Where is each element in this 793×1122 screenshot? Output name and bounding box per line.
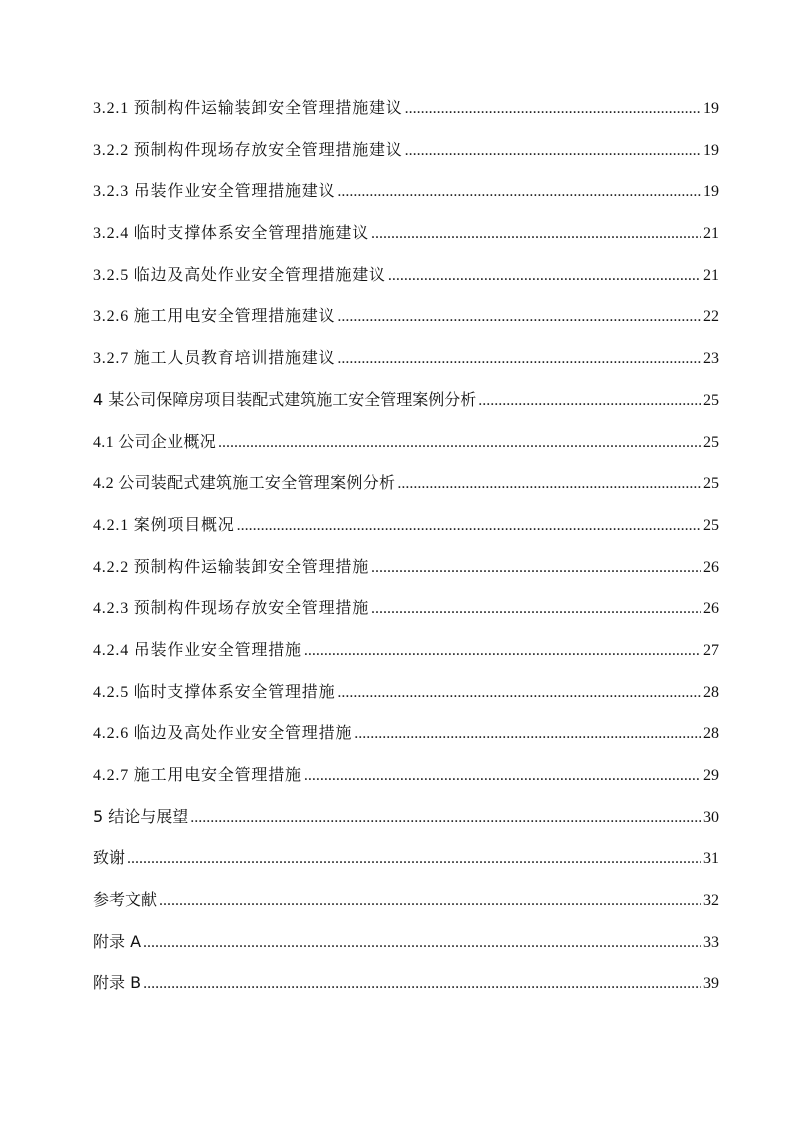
toc-entry-title: 附录 B bbox=[93, 973, 142, 993]
toc-leader-dots bbox=[237, 517, 701, 535]
toc-entry[interactable] bbox=[93, 887, 719, 929]
toc-leader-dots bbox=[304, 767, 701, 785]
toc-leader-dots bbox=[337, 183, 701, 201]
toc-leader-dots bbox=[143, 975, 701, 993]
toc-entry[interactable] bbox=[93, 679, 719, 721]
table-of-contents bbox=[93, 95, 719, 1012]
toc-page-number: 31 bbox=[703, 850, 719, 868]
toc-entry[interactable] bbox=[93, 637, 719, 679]
toc-leader-dots bbox=[337, 308, 701, 326]
toc-leader-dots bbox=[143, 934, 701, 952]
toc-entry[interactable] bbox=[93, 595, 719, 637]
toc-entry[interactable] bbox=[93, 512, 719, 554]
toc-entry-title: 4.1 公司企业概况 bbox=[93, 433, 217, 451]
toc-leader-dots bbox=[127, 850, 701, 868]
toc-entry-title: 3.2.2 预制构件现场存放安全管理措施建议 bbox=[93, 141, 403, 159]
toc-entry[interactable] bbox=[93, 178, 719, 220]
toc-page-number: 25 bbox=[703, 516, 719, 534]
toc-leader-dots bbox=[371, 559, 701, 577]
toc-entry[interactable] bbox=[93, 470, 719, 512]
toc-page-number: 19 bbox=[703, 100, 719, 117]
toc-page-number: 25 bbox=[703, 391, 719, 409]
toc-entry-title: 4.2.5 临时支撑体系安全管理措施 bbox=[93, 683, 336, 701]
toc-leader-dots bbox=[159, 892, 701, 910]
toc-entry[interactable] bbox=[93, 804, 719, 846]
toc-entry-title: 3.2.3 吊装作业安全管理措施建议 bbox=[93, 183, 336, 201]
toc-page-number: 21 bbox=[703, 266, 719, 284]
toc-entry-title: 附录 A bbox=[93, 931, 142, 951]
toc-entry[interactable] bbox=[93, 429, 719, 471]
toc-entry[interactable] bbox=[93, 220, 719, 262]
toc-entry[interactable] bbox=[93, 345, 719, 387]
toc-entry-title: 3.2.6 施工用电安全管理措施建议 bbox=[93, 308, 336, 326]
toc-entry-title: 致谢 bbox=[93, 848, 126, 868]
toc-entry[interactable] bbox=[93, 387, 719, 429]
toc-entry[interactable] bbox=[93, 970, 719, 1012]
toc-entry-title: 4.2.6 临边及高处作业安全管理措施 bbox=[93, 725, 353, 743]
toc-entry-title: 4.2.4 吊装作业安全管理措施 bbox=[93, 641, 302, 659]
toc-page-number: 25 bbox=[703, 433, 719, 451]
toc-leader-dots bbox=[304, 642, 701, 660]
toc-page-number: 19 bbox=[703, 183, 719, 201]
toc-page-number: 21 bbox=[703, 225, 719, 243]
toc-entry-title: 3.2.4 临时支撑体系安全管理措施建议 bbox=[93, 225, 370, 243]
toc-page-number: 19 bbox=[703, 141, 719, 159]
toc-entry[interactable] bbox=[93, 929, 719, 971]
toc-entry[interactable] bbox=[93, 262, 719, 304]
toc-leader-dots bbox=[388, 267, 701, 285]
toc-page-number: 30 bbox=[703, 808, 719, 826]
toc-entry-title: 3.2.7 施工人员教育培训措施建议 bbox=[93, 350, 336, 368]
toc-entry-title: 参考文献 bbox=[93, 890, 158, 910]
toc-entry[interactable] bbox=[93, 303, 719, 345]
toc-leader-dots bbox=[190, 809, 701, 827]
toc-leader-dots bbox=[397, 475, 701, 493]
toc-leader-dots bbox=[337, 684, 701, 702]
toc-leader-dots bbox=[337, 350, 701, 368]
toc-entry[interactable] bbox=[93, 845, 719, 887]
toc-leader-dots bbox=[478, 392, 701, 410]
toc-entry-title: 4.2.1 案例项目概况 bbox=[93, 516, 235, 534]
toc-leader-dots bbox=[371, 225, 701, 243]
toc-entry-title: 3.2.5 临边及高处作业安全管理措施建议 bbox=[93, 266, 386, 284]
toc-page-number: 39 bbox=[703, 975, 719, 993]
toc-entry[interactable] bbox=[93, 95, 719, 137]
toc-entry-title: 5 结论与展望 bbox=[93, 806, 189, 826]
toc-entry-title: 4.2.7 施工用电安全管理措施 bbox=[93, 767, 302, 784]
toc-page-number: 26 bbox=[703, 558, 719, 576]
toc-entry-title: 3.2.1 预制构件运输装卸安全管理措施建议 bbox=[93, 100, 403, 117]
toc-page-number: 33 bbox=[703, 933, 719, 951]
toc-page-number: 28 bbox=[703, 725, 719, 743]
toc-leader-dots bbox=[371, 600, 701, 618]
toc-entry[interactable] bbox=[93, 762, 719, 804]
toc-leader-dots bbox=[218, 434, 701, 452]
toc-entry[interactable] bbox=[93, 720, 719, 762]
toc-entry-title: 4 某公司保障房项目装配式建筑施工安全管理案例分析 bbox=[93, 389, 477, 409]
toc-leader-dots bbox=[405, 100, 701, 118]
toc-entry[interactable] bbox=[93, 554, 719, 596]
toc-page-number: 22 bbox=[703, 308, 719, 326]
toc-page-number: 23 bbox=[703, 350, 719, 368]
toc-entry-title: 4.2.3 预制构件现场存放安全管理措施 bbox=[93, 600, 370, 618]
toc-entry-title: 4.2.2 预制构件运输装卸安全管理措施 bbox=[93, 558, 370, 576]
toc-page-number: 29 bbox=[703, 767, 719, 784]
toc-page-number: 28 bbox=[703, 683, 719, 701]
toc-entry-title: 4.2 公司装配式建筑施工安全管理案例分析 bbox=[93, 475, 396, 493]
toc-leader-dots bbox=[354, 725, 701, 743]
toc-leader-dots bbox=[405, 142, 701, 160]
toc-entry[interactable] bbox=[93, 137, 719, 179]
toc-page-number: 32 bbox=[703, 892, 719, 910]
toc-page-number: 25 bbox=[703, 475, 719, 493]
toc-page-number: 26 bbox=[703, 600, 719, 618]
toc-page-number: 27 bbox=[703, 641, 719, 659]
